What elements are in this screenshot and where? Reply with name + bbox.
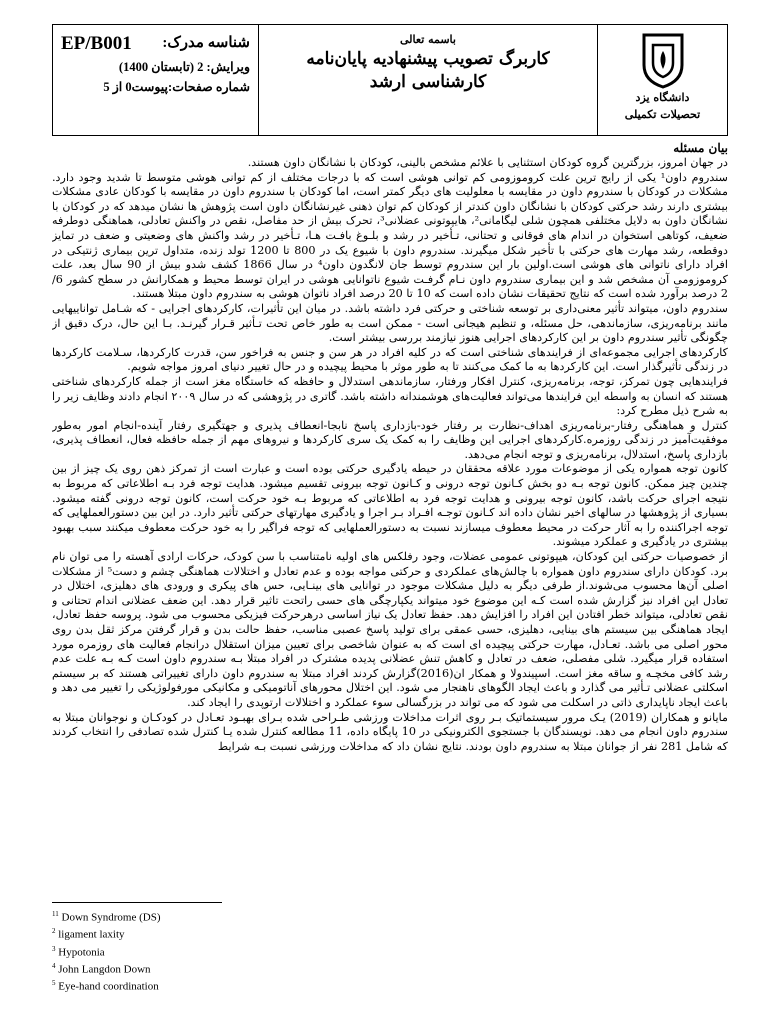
footnote-divider [52,902,222,903]
document-id-value: EP/B001 [61,33,132,54]
document-info-box [53,25,259,135]
paragraph-cognitive-processes: فرایندهایی چون تمرکز، توجه، برنامه‌ریزی، کنترل افکار ورفتار، سازماندهی استدلال و حافظه که خاستگاه مغز است از جمله کارکردهای شناختی هستند که انسان به واسطه این فرایندها می‌تواند فعالیت‌های هوشمندانه داشته باشد. گاتری در پژوهشی که در سال ۲۰۰۹ انجام دادند وظایف زیر را به شرح ذیل مطرح کرد: [52,374,728,418]
document-body [52,140,728,898]
edition-info: ویرایش: 2 (تابستان 1400) [118,60,250,74]
paragraph-systematic-review: مایانو و همکاران (2019) یـک مرور سیستماتیک بـر روی اثرات مداخلات ورزشی طـراحی شده بـرای بهبـود تعـادل در کودکـان و نوجوانان مبتلا به سندروم داون انجام می دهد. نویسندگان با جستجوی الکترونیکی در 10 پایگاه داده، 11 مطالعه کنترل شده یـا کنترل شده تصادفی را انتخاب کردند که شامل 281 نفر از جوانان مبتلا به سندروم داون بودند. نتایج نشان داد که مداخلات ورزشی نسبت بـه شرایط [52,710,728,753]
department-name: تحصیلات تکمیلی [624,108,701,121]
bismillah-text: باسمه تعالی [400,33,456,46]
footnote-item: $^4$ John Langdon Down [52,961,151,976]
university-logo-box [597,25,727,135]
university-name: دانشگاه یزد [635,91,690,104]
paragraph-intro: در جهان امروز، بزرگترین گروه کودکان استثنایی با علائم مشخص بالینی، کودکان با نشانگان داون هستند. [247,156,728,169]
footnote-item: $^3$ Hypotonia [52,944,105,959]
title-box [259,25,597,135]
paragraph-down-syndrome: سندروم داون¹ یکی از رایج ترین علت کروموزومی کم توانی هوشی است که با درجات مختلف از کم توانی هوشی متوسط تا شدید وجود دارد. مشکلات در کودکان با سندروم داون در مقایسه با معلولیت های دیگر کمتر است، اما کودکان با سندروم داون در مقایسه با کودکان عادی مشکلات بیشتری دارند رشد حرکتی کودکان با نشانگان داون کندتر از کودکان کم توان ذهنی غیرنشانگان داون است پژوهش ها نشان میدهد که در کودکان با نشانگان داون به دلایل مختلفی همچون شلی لیگامانی²، هایپوتونی عضلانی³، تحرک بیش از حد مفاصل، نقص در واکنش تعادلی، هماهنگی دوطرفه ضعیف، کوتاهی استخوان در اندام های فوقانی و تحتانی، تـأخیر در رشد و بلـوغ بافـت هـا، تـأخیر در رشد واکنش های وضعیتی و ضعف در تمایز دوقطعه، رشد مهارت های حرکتی با تأخیر شکل میگیرند. سندروم داون با شیوع یک در 800 تا 1200 تولد زنده، متداول ترین بیماری ژنتیکی در افراد دارای ناتوانی های هوشی است.اولین بار این سندروم توسط جان لانگدون داون⁴ در سال 1866 کشف شدو بیش از 90 سال بعد، علت کروموزومی آن مشخص شد و این بیماری سندروم داون نـام گرفـت شیوع ناتوانایی هوشی در ایران توسط محیط و همکارانش در سطح کشور 6/ 2 درصد برآورد شده است که نتایج تحقیقات نشان داده است که 10 تا 20 درصد افراد ناتوان هوشی به سندروم داون مبتلا هستند. [52,170,728,301]
form-title: کاربرگ تصویب پیشنهادیه پایان‌نامه [306,49,550,69]
paragraph-task-list: کنترل و هماهنگی رفتار-برنامه‌ریزی اهداف-نظارت بر رفتار خود-بازداری پاسخ نابجا-انعطاف پذیری و جهتگیری رفتار آینده-انجام امور به‌طور موفقیت‌آمیز در زندگی روزمره.کارکردهای اجرایی این وظایف را به کمک یک سری کارکردها و نیروهای مهم از جمله حافظه فعال، انعطاف پذیری، بازداری پاسخ، استدلال، برنامه‌ریزی و توجه انجام می‌دهد. [52,418,728,461]
paragraph-attention-focus: کانون توجه همواره یکی از موضوعات مورد علاقه محققان در حیطه یادگیری حرکتی بوده است و عبارت است از تمرکز ذهن روی یک چیز از بین چندین چیز ممکن. کانون توجه بـه دو بخش کـانون توجه درونی و کـانون توجه بیرونی تقسیم میشود. هدایت توجه فرد بـه اطلاعاتی که مربوط به نتیجه اجرای حرکت باشد، کانون توجه بیرونی و هدایت توجه فرد به اطلاعاتی که مربوط بـه خود حرکت است، کانون توجه درونی گفته میشود. بسیاری از پژوهشها در سالهای اخیر نشان داده اند کـانون توجـه افـراد بـر اجرا و یادگیری مهارتهای حرکتی تأثیر دارد. در این بین دستورالعملهایی که توجه اجراکننده را به آثار حرکت در محیط معطوف میسازند نسبت به دستورالعملهایی که توجه فراگیر را به خود حرکت معطوف میکنند سبب بهبود بیشتری در یادگیری و عملکرد میشوند. [52,462,728,549]
degree-title: کارشناسی ارشد [369,72,487,92]
paragraph-executive-impact: سندروم داون، میتواند تأثیر معنی‌داری بر توسعه شناختی و حرکتی فرد داشته باشد. در میان این تأثیرات، کارکردهای اجرایی - که شـامل تواناییهایی مانند برنامه‌ریزی، سازماندهی، حل مسئله، و تنظیم هیجانی است - ممکن است به طور خاص تحت تـأثیر قـرار گیرنـد. بـا این حال، درک دقیق از چگونگی تأثیر سندروم داون بر این کارکردهای اجرایی هنوز نیازمند بررسی بیشتر است. [52,301,728,345]
document-header [52,24,728,136]
university-logo-icon [640,31,686,89]
footnote-item: $^5$ Eye-hand coordination [52,979,159,993]
footnote-item: $^{11}$ Down Syndrome (DS) [52,910,161,924]
page-count-info: شماره صفحات:پیوست0 از 5 [103,80,250,94]
section-title: بیان مسئله [673,141,728,155]
paragraph-motor-characteristics: از خصوصیات حرکتی این کودکان، هیپوتونی عمومی عضلات، وجود رفلکس های اولیه نامتناسب با سن کودک، حرکات ارادی آهسته را می توان نام برد. کودکان دارای سندروم داون همواره با چالش‌های عملکردی و حرکتی مواجه بوده و عدم تعادل و اختلالات هماهنگی چشم و دست⁵ از مشکلات اصلی آن‌ها محسوب می‌شوند.از طرفی دیگر به دلیل مشکلات موجود در توانایی های بینـایی، حس های پیکری و ورودی های دهلیزی، اختلال در تعادل این افراد نیز گزارش شده است کـه این موضوع خود میتواند یکپارچگی های حسی راتحت تاثیر قرار دهد. این ضعف عضلانی اندام تحتانی و نقص تعادلی، میتواند خطر افتادن این افراد را افزایش دهد. حفظ تعادل یک نیاز اساسی درهرحرکت فیزیکی محسوب می شود. پروسه حفظ تعادل، ایجاد هماهنگی بین سیستم های بینایی، دهلیزی، حسی عمقی برای تولید پاسخ عصبی مناسب، حفظ حالت بدن و قرار گرفتن مرکز ثقل بدن روی محور اصلی می باشد. تعـادل، مهارت حرکتی پیچیده ای است که به عنوان شاخصی برای تعیین میزان استقلال درانجام فعالیت های روزمره مورد استفاده قرار میگیرد. شلی مفصلی، ضعف در تعادل و کاهش تنش عضلانی پدیده مشترک در افراد مبتلا بـه سندروم داون است کـه بـه علت عدم رشد کافی مخچـه و ساقه مغز است. اسپیندولا و همکار ان(2016)گزارش کردند افراد مبتلا به سندروم داون دارای تغییراتی هستند که بر سیستم اسکلتی عضلانی تـأثیر می گذارد و باعث ایجاد الگوهای ناهنجار می شود. این اختلال محورهای آناتومیکی و مکانیکی مورفولوژیکی را تغییر می دهد و باعث ایجاد ناپایداری ذاتی در اسکلت می شود که می تواند در بزرگسالی سوء عملکرد و اختلالات ارتوپدی را ایجاد کند. [52,550,728,709]
footnote-item: $^2$ ligament laxity [52,927,125,941]
paragraph-executive-functions: کارکردهای اجرایی مجموعه‌ای از فرایندهای شناختی است که در کلیه افراد در هر سن و جنس به فراخور سن، قدرت کارکردها، سـلامت کارکردها در زندگی تأثیرگذار است. این کارکردها به ما کمک می‌کنند تا به طور موثر با محیط پیچیده و در حال تغییر دنیای امروز مواجه شویم. [52,345,728,374]
footnotes [52,908,452,994]
document-id-row [61,33,250,55]
document-id-label: شناسه مدرک: [162,35,250,51]
